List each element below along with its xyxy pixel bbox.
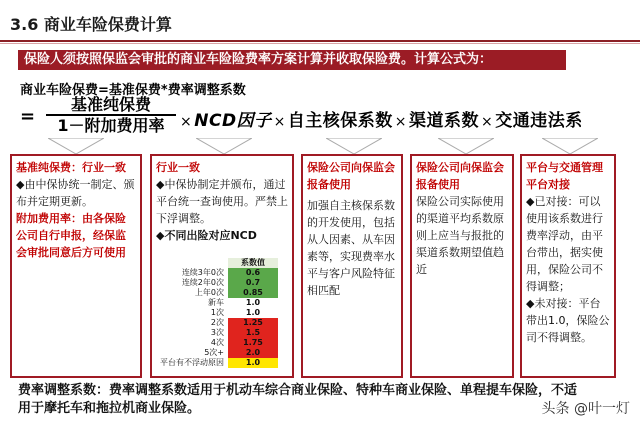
formula-equals: = <box>20 106 36 127</box>
times-sign: × <box>273 114 286 130</box>
watermark: 头条 @叶一灯 <box>541 401 630 417</box>
title-divider-thin <box>0 43 640 44</box>
panel-underwriting <box>301 154 403 378</box>
times-sign: × <box>481 114 494 130</box>
formula-definition: 商业车险保费=基准保费*费率调整系数 <box>20 83 246 98</box>
table-cell-label: 4次 <box>210 338 224 347</box>
fraction-numerator: 基准纯保费 <box>46 96 176 116</box>
panel-body: ◆已对接：可以使用该系数进行费率浮动，由平台带出，据实使用，保险公司不得调整； <box>526 195 603 293</box>
table-cell-value: 1.5 <box>228 328 278 338</box>
panel-traffic <box>520 154 616 378</box>
table-cell-label: 5次+ <box>204 348 224 357</box>
down-arrow-icon <box>48 138 104 154</box>
formula-factors <box>178 106 583 131</box>
panel-body: ◆未对接：平台带出1.0，保险公司不得调整。 <box>526 297 610 344</box>
table-cell-label: 3次 <box>210 328 224 337</box>
table-cell-value: 0.6 <box>228 268 278 278</box>
table-header-row <box>154 258 290 268</box>
table-cell-value: 1.0 <box>245 308 261 317</box>
table-row <box>154 298 290 308</box>
table-header: 系数值 <box>228 258 278 268</box>
table-cell-value: 0.7 <box>228 278 278 288</box>
panel-heading: 保险公司向保监会报备使用 <box>307 161 395 191</box>
panel-heading: 保险公司向保监会报备使用 <box>416 161 504 191</box>
formula-fraction <box>46 96 176 136</box>
factor-traffic: 交通违法系 <box>495 111 583 131</box>
factor-channel: 渠道系数 <box>409 111 480 131</box>
table-cell-value: 1.0 <box>245 298 261 307</box>
panel-body: ◆由中保协统一制定、颁布并定期更新。 <box>16 178 135 208</box>
intro-banner: 保险人须按照保监会审批的商业车险险费率方案计算并收取保险费。计算公式为： <box>18 50 566 70</box>
table-cell-label: 连续3年0次 <box>181 268 224 277</box>
table-cell-label: 上年0次 <box>194 288 224 297</box>
panel-body: 保险公司实际使用的渠道平均系数原则上应当与报批的渠道系数期望值趋近 <box>416 195 504 276</box>
table-row <box>154 308 290 318</box>
table-row <box>154 318 290 328</box>
fraction-denominator: 1－附加费用率 <box>57 116 165 135</box>
times-sign: × <box>394 114 408 130</box>
panel-body: 加强自主核保系数的开发使用，包括从人因素、从车因素等，实现费率水平与客户风险特征相匹配 <box>307 199 395 297</box>
ncd-table <box>154 258 290 368</box>
down-arrow-icon <box>438 138 494 154</box>
down-arrow-icon <box>196 138 252 154</box>
factor-underwriting: 自主核保系数 <box>287 111 393 131</box>
panel-heading: 附加费用率：由各保险公司自行申报，经保监会审批同意后方可使用 <box>16 212 126 259</box>
table-cell-value: 1.25 <box>228 318 278 328</box>
panel-base-premium <box>10 154 142 378</box>
panel-bullet: ◆不同出险对应NCD <box>156 229 257 242</box>
table-cell-label: 连续2年0次 <box>181 278 224 287</box>
table-cell-label: 新车 <box>208 298 224 307</box>
table-row <box>154 328 290 338</box>
table-row <box>154 268 290 278</box>
table-cell-label: 2次 <box>210 318 224 327</box>
table-cell-label: 1次 <box>210 308 224 317</box>
panel-heading: 基准纯保费：行业一致 <box>16 161 126 174</box>
down-arrow-icon <box>326 138 382 154</box>
page-title: 3.6 商业车险保费计算 <box>10 15 172 34</box>
table-row <box>154 358 290 368</box>
table-row <box>154 278 290 288</box>
table-row <box>154 338 290 348</box>
panel-heading: 平台与交通管理平台对接 <box>526 161 603 191</box>
table-row <box>154 348 290 358</box>
panel-body: ◆中保协制定并颁布，通过平台统一查询使用。严禁上下浮调整。 <box>156 178 288 225</box>
down-arrow-icon <box>542 138 598 154</box>
table-cell-label: 平台有不浮动原因 <box>160 358 224 367</box>
panel-ncd <box>150 154 294 378</box>
times-sign: × <box>180 114 193 130</box>
footer-note: 费率调整系数：费率调整系数适用于机动车综合商业保险、特种车商业保险、单程提车保险，不适用于摩托车和拖拉机商业保险。 <box>18 383 578 416</box>
panel-channel <box>410 154 514 378</box>
panel-heading: 行业一致 <box>156 161 200 174</box>
factor-ncd: NCD因子 <box>194 111 272 131</box>
table-cell-value: 0.85 <box>228 288 278 298</box>
table-cell-value: 1.75 <box>228 338 278 348</box>
table-row <box>154 288 290 298</box>
title-divider <box>0 40 640 42</box>
table-cell-value: 2.0 <box>228 348 278 358</box>
table-cell-value: 1.0 <box>228 358 278 368</box>
